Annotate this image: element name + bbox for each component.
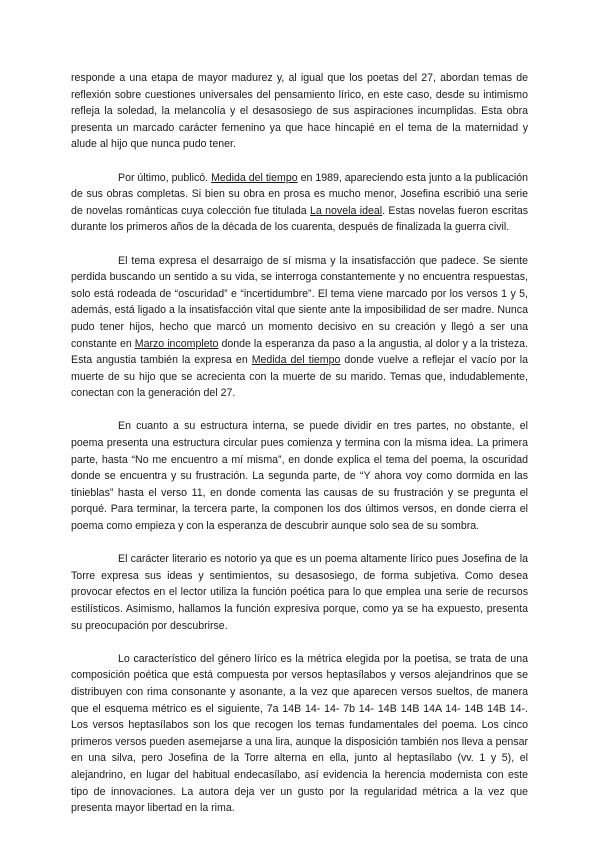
paragraph-1 <box>71 70 528 153</box>
paragraph-text: . Estas novelas fueron escritas durante los primeros años de la década de los cuarenta, después de finalizada la guerra civil. <box>71 204 529 234</box>
paragraph-6 <box>71 651 528 817</box>
paragraph-5 <box>71 551 528 634</box>
paragraph-text: Por último, publicó. <box>118 171 212 184</box>
paragraph-text: responde a una etapa de mayor madurez y, al igual que los poetas del 27, abordan temas de reflexión sobre cuestiones universales del pensamiento lírico, en este caso, desde su intimismo refleja la soledad, la melancolía y el desasosiego de sus aspiraciones incumplidas. Esta obra presenta un marcado carácter femenino ya que hace hincapié en el tema de la maternidad y alude al hijo que nunca pudo tener. <box>71 72 528 151</box>
paragraph-3 <box>71 253 528 402</box>
paragraph-text: Lo característico del género lírico es la métrica elegida por la poetisa, se trata de una composición poética que está compuesta por versos heptasílabos y versos alejandrinos que se distribuyen con rima consonante y asonante, a la vez que aparecen versos sueltos, de manera que el esquema métrico es el siguiente, 7a 14B 14- 14- 7b 14- 14B 14B 14A 14- 14B 14B 14-. Los versos heptasílabos son los que recogen los temas fundamentales del poema. Los cinco primeros versos pueden asemejarse a una lira, aunque la disposición también nos lleva a pensar en una silva, pero Josefina de la Torre alterna en ella, junto al heptasílabo (vv. 1 y 5), el alejandrino, en lugar del habitual endecasílabo, así evidencia la herencia modernista con este tipo de innovaciones. La autora deja ver un gusto por la regularidad métrica a la vez que presenta mayor libertad en la rima. <box>71 652 528 815</box>
underlined-title: Marzo incompleto <box>134 337 219 350</box>
underlined-title: Medida del tiempo <box>251 354 341 367</box>
paragraph-text: El carácter literario es notorio ya que es un poema altamente lírico pues Josefina de la Torre expresa sus ideas y sentimientos, su desasosiego, de forma subjetiva. Como desea provocar efectos en el lector utiliza la función poética para lo que emplea una serie de recursos estilísticos. Asimismo, hallamos la función expresiva porque, como ya se ha expuesto, presenta su preocupación por descubrirse. <box>71 553 528 632</box>
paragraph-text: En cuanto a su estructura interna, se puede dividir en tres partes, no obstante, el poema presenta una estructura circular pues comienza y termina con la misma idea. La primera parte, hasta “No me encuentro a mí misma”, en donde explica el tema del poema, la oscuridad donde se encuentra y su frustración. La segunda parte, de “Y ahora voy como dormida en las tinieblas” hasta el verso 11, en donde comenta las causas de su frustración y se pregunta el porqué. Para terminar, la tercera parte, la componen los dos últimos versos, en donde cierra el poema como empieza y con la esperanza de descubrir aunque solo sea de su sombra. <box>71 420 528 533</box>
paragraph-2 <box>71 170 528 236</box>
underlined-title: La novela ideal <box>310 204 383 217</box>
document-page <box>71 70 528 833</box>
paragraph-text: en 1989, apareciendo esta junto a la publicación de sus obras completas. Si bien su obra en prosa es mucho menor, Josefina escribió una serie de novelas románticas cuya colección fue titulada <box>71 171 528 217</box>
paragraph-text: donde la esperanza da paso a la angustia, al dolor y a la tristeza. Esta angustia también la expresa en <box>71 337 528 367</box>
underlined-title: Medida del tiempo <box>211 171 298 184</box>
paragraph-4 <box>71 418 528 534</box>
paragraph-text: donde vuelve a reflejar el vacío por la muerte de su hijo que se acrecienta con la muerte de su marido. Temas que, indudablemente, conectan con la generación del 27. <box>71 354 528 400</box>
paragraph-text: El tema expresa el desarraigo de sí misma y la insatisfacción que padece. Se siente perdida buscando un sentido a su vida, se interroga constantemente y no encuentra respuestas, solo está rodeada de “oscuridad” e “incertidumbre”. El tema viene marcado por los versos 1 y 5, además, está ligado a la insatisfacción vital que siente ante la imposibilidad de ser madre. Nunca pudo tener hijos, hecho que marcó un momento decisivo en su creación y llegó a ser una constante en <box>71 254 528 350</box>
